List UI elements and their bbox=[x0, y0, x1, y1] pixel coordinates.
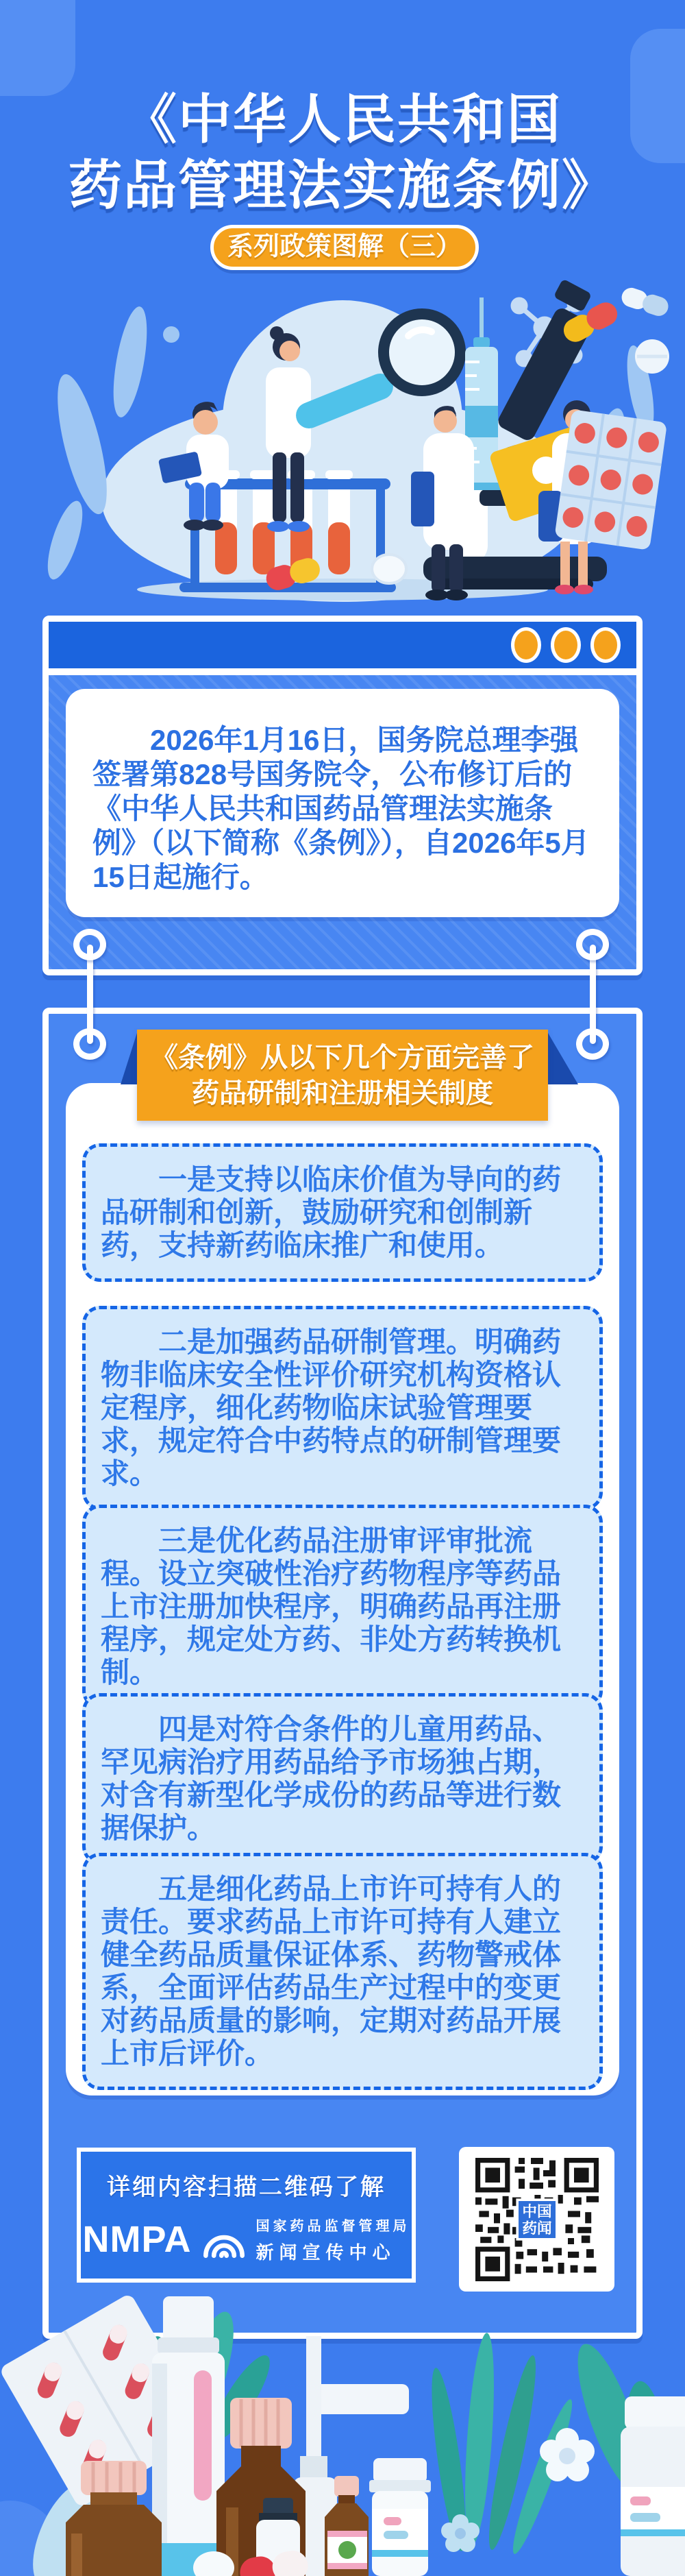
intro-paragraph: 2026年1月16日，国务院总理李强签署第828号国务院令，公布修订后的《中华人民共和国药品管理法实施条例》（以下简称《条例》），自2026年5月15日起施行。 bbox=[92, 724, 590, 893]
medicines-illustration bbox=[0, 2281, 685, 2576]
org-name-label: 国家药品监督管理局 bbox=[256, 2219, 410, 2234]
point-box-2 bbox=[82, 1306, 603, 1510]
point-text-5: 五是细化药品上市许可持有人的责任。要求药品上市许可持有人建立健全药品质量保证体系、药物警戒体系，全面评估药品生产过程中的变更对药品质量的影响，定期对药品开展上市后评价。 bbox=[101, 1873, 562, 2069]
window-body bbox=[49, 675, 636, 969]
nmpa-arcs-icon bbox=[199, 2214, 249, 2265]
window-dot-icon bbox=[590, 627, 621, 663]
footer-info-box bbox=[77, 2148, 416, 2283]
ribbon-fold-left bbox=[121, 1033, 137, 1084]
qr-label-bottom: 药闻 bbox=[521, 2219, 552, 2237]
poster-title-line1: 《中华人民共和国 bbox=[123, 89, 562, 149]
section-card bbox=[42, 1008, 643, 2339]
pill-jar bbox=[369, 2458, 431, 2576]
nmpa-logo-text: NMPA bbox=[82, 2219, 192, 2260]
scan-tip-text: 详细内容扫描二维码了解 bbox=[107, 2174, 386, 2200]
intro-window-card bbox=[42, 616, 643, 975]
point-text-1: 一是支持以临床价值为导向的药品研制和创新，鼓励研究和创制新药，支持新药临床推广和使用。 bbox=[101, 1163, 562, 1261]
window-header bbox=[49, 622, 636, 668]
section-banner bbox=[137, 1030, 548, 1121]
section-panel bbox=[66, 1083, 619, 2095]
laboratory-illustration bbox=[0, 273, 685, 616]
org-dept-label: 新闻宣传中心 bbox=[256, 2242, 396, 2263]
poster-title bbox=[0, 86, 685, 218]
org-labels bbox=[256, 2215, 410, 2264]
point-text-3: 三是优化药品注册审评审批流程。设立突破性治疗药物程序等药品上市注册加快程序，明确药品再注册程序，规定处方药、非处方药转换机制。 bbox=[101, 1524, 562, 1688]
section-banner-line2: 药品研制和注册相关制度 bbox=[192, 1078, 493, 1108]
window-dot-icon bbox=[511, 627, 541, 663]
qr-code-card bbox=[459, 2147, 614, 2292]
qr-code bbox=[472, 2158, 602, 2281]
point-box-5 bbox=[82, 1853, 603, 2090]
point-box-1 bbox=[82, 1143, 603, 1282]
qr-label-top: 中国 bbox=[521, 2202, 552, 2220]
spray-can bbox=[152, 2296, 225, 2576]
intro-panel bbox=[66, 689, 619, 917]
series-badge: 系列政策图解（三） bbox=[210, 225, 479, 270]
pill-blister-illustration bbox=[554, 409, 667, 550]
point-box-4 bbox=[82, 1693, 603, 1864]
section-banner-line1: 《条例》从以下几个方面完善了 bbox=[151, 1042, 534, 1073]
window-control-dots bbox=[511, 627, 621, 663]
flower-white bbox=[540, 2428, 595, 2481]
point-box-3 bbox=[82, 1505, 603, 1709]
point-text-4: 四是对符合条件的儿童用药品、罕见病治疗用药品给予市场独占期，对含有新型化学成份的药品等进行数据保护。 bbox=[101, 1713, 562, 1844]
ribbon-fold-right bbox=[548, 1033, 578, 1084]
poster-title-line2: 药品管理法实施条例》 bbox=[68, 155, 616, 215]
window-dot-icon bbox=[551, 627, 581, 663]
point-text-2: 二是加强药品研制管理。明确药物非临床安全性评价研究机构资格认定程序，细化药物临床试验管理要求，规定符合中药特点的研制管理要求。 bbox=[101, 1326, 562, 1490]
far-right-jar bbox=[621, 2396, 685, 2576]
nmpa-logo-row bbox=[81, 2214, 412, 2265]
corner-decor-top-left bbox=[0, 0, 75, 96]
window-divider bbox=[49, 668, 636, 675]
